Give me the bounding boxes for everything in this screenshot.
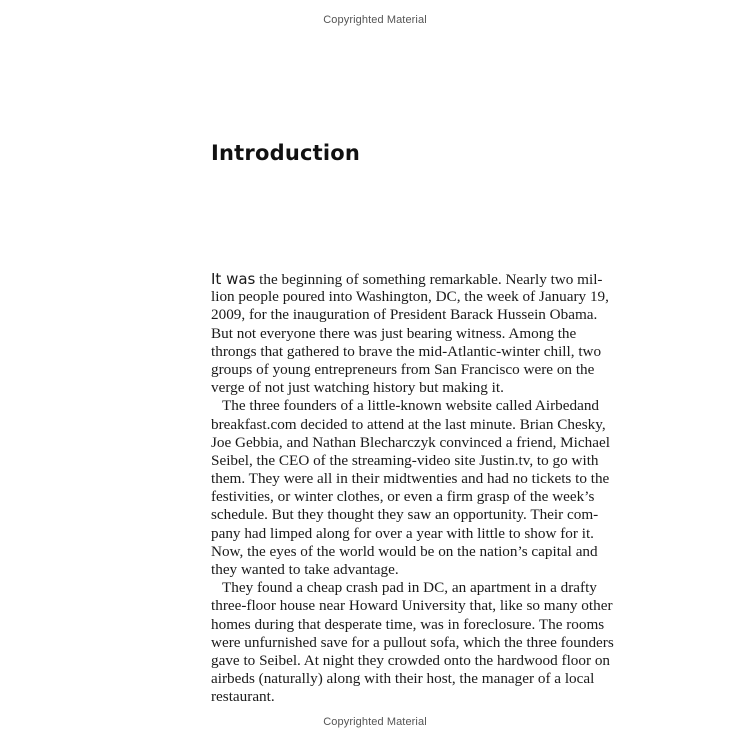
text-line: Seibel, the CEO of the streaming-video site Justin.tv, to go with [211, 451, 599, 469]
text-line: groups of young entrepreneurs from San Francisco were on the [211, 360, 595, 378]
text-line: gave to Seibel. At night they crowded onto the hardwood floor on [211, 651, 611, 669]
text-line: were unfurnished save for a pullout sofa, which the three founders [211, 633, 614, 651]
text-line: lion people poured into Washington, DC, the week of January 19, [211, 288, 609, 306]
copyright-watermark-top: Copyrighted Material [323, 14, 427, 26]
text-line: them. They were all in their midtwenties and had no tickets to the [211, 470, 610, 488]
text-line: pany had limped along for over a year with little to show for it. [211, 524, 594, 542]
chapter-title: Introduction [211, 141, 361, 165]
text-line: The three founders of a little-known website called Airbedand [222, 397, 600, 415]
paragraph [211, 397, 610, 579]
text-line: Now, the eyes of the world would be on the nation’s capital and [211, 542, 598, 560]
text-line: airbeds (naturally) along with their host, the manager of a local [211, 670, 595, 688]
copyright-watermark-bottom: Copyrighted Material [323, 716, 427, 728]
text-line: verge of not just watching history but making it. [211, 379, 504, 397]
text-line: Joe Gebbia, and Nathan Blecharczyk convinced a friend, Michael [211, 433, 610, 451]
text-line: festivities, or winter clothes, or even a firm grasp of the week’s [211, 488, 595, 506]
text-line: homes during that desperate time, was in foreclosure. The rooms [211, 615, 605, 633]
text-line: throngs that gathered to brave the mid-Atlantic-winter chill, two [211, 342, 602, 360]
text-line: they wanted to take advantage. [211, 561, 399, 578]
text-line [211, 270, 603, 288]
text-line: three-floor house near Howard University that, like so many other [211, 597, 613, 615]
lead-in-text: It was [211, 270, 256, 288]
text-line: They found a cheap crash pad in DC, an apartment in a drafty [222, 579, 597, 597]
paragraph [211, 270, 609, 397]
text-line: breakfast.com decided to attend at the last minute. Brian Chesky, [211, 415, 606, 433]
text-line: 2009, for the inauguration of President Barack Hussein Obama. [211, 306, 598, 324]
text-line: But not everyone there was just bearing witness. Among the [211, 324, 577, 342]
paragraph [211, 579, 614, 706]
text-line: schedule. But they thought they saw an opportunity. Their com- [211, 506, 599, 524]
text-line: restaurant. [211, 688, 275, 706]
text-line-rest: the beginning of something remarkable. Nearly two mil- [255, 271, 603, 288]
chapter-body [211, 270, 614, 707]
